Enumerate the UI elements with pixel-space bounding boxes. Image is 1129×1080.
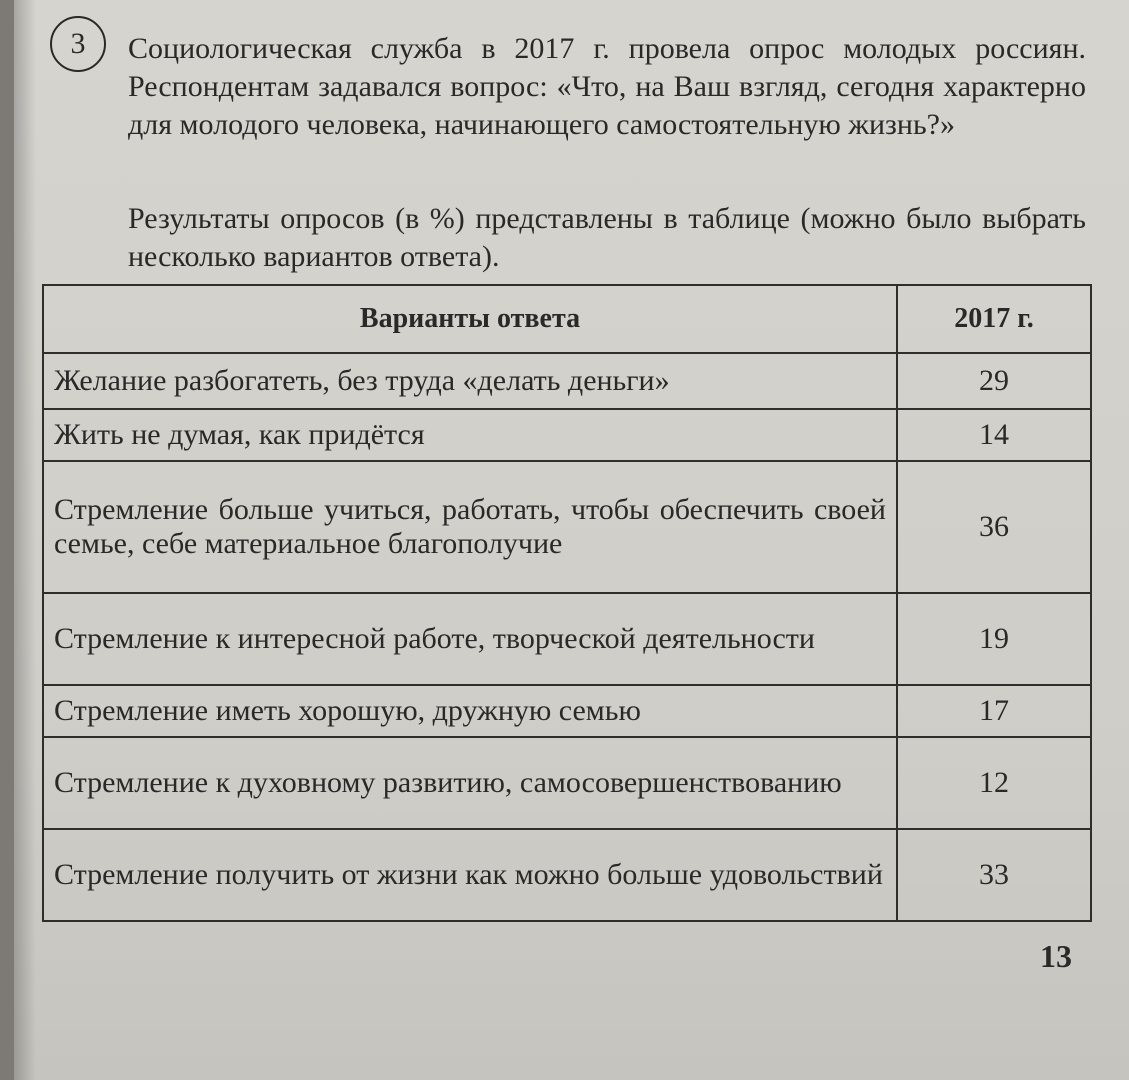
header-answer-options: Варианты ответа bbox=[43, 285, 897, 353]
page-number: 13 bbox=[1040, 938, 1072, 974]
percent-cell: 17 bbox=[897, 685, 1091, 737]
table-header-row bbox=[43, 285, 1091, 353]
survey-results-table bbox=[42, 284, 1092, 922]
percent-cell: 12 bbox=[897, 737, 1091, 829]
answer-cell: Стремление больше учиться, работать, чтобы обеспечить своей семье, себе материальное благополучие bbox=[43, 461, 897, 593]
answer-cell: Стремление к духовному развитию, самосовершенствованию bbox=[43, 737, 897, 829]
question-results-text: Результаты опросов (в %) представлены в таблице (можно было выбрать несколько вариантов ответа). bbox=[128, 202, 1086, 273]
percent-cell: 33 bbox=[897, 829, 1091, 921]
table-row bbox=[43, 461, 1091, 593]
answer-cell: Жить не думая, как придётся bbox=[43, 409, 897, 461]
table-row bbox=[43, 353, 1091, 409]
answer-cell: Стремление к интересной работе, творческой деятельности bbox=[43, 593, 897, 685]
percent-cell: 29 bbox=[897, 353, 1091, 409]
percent-cell: 19 bbox=[897, 593, 1091, 685]
table-row bbox=[43, 829, 1091, 921]
book-page bbox=[14, 0, 1129, 1080]
table-row bbox=[43, 737, 1091, 829]
answer-cell: Стремление получить от жизни как можно больше удовольствий bbox=[43, 829, 897, 921]
percent-cell: 36 bbox=[897, 461, 1091, 593]
table-row bbox=[43, 409, 1091, 461]
table-row bbox=[43, 593, 1091, 685]
question-number-badge: 3 bbox=[50, 16, 106, 72]
answer-cell: Стремление иметь хорошую, дружную семью bbox=[43, 685, 897, 737]
percent-cell: 14 bbox=[897, 409, 1091, 461]
table-row bbox=[43, 685, 1091, 737]
question-intro-text: Социологическая служба в 2017 г. провела опрос молодых россиян. Респондентам задавался вопрос: «Что, на Ваш взгляд, сегодня характерно для молодого человека, начинающего самостоятельную жизнь?» bbox=[128, 32, 1086, 141]
answer-cell: Желание разбогатеть, без труда «делать деньги» bbox=[43, 353, 897, 409]
header-year: 2017 г. bbox=[897, 285, 1091, 353]
